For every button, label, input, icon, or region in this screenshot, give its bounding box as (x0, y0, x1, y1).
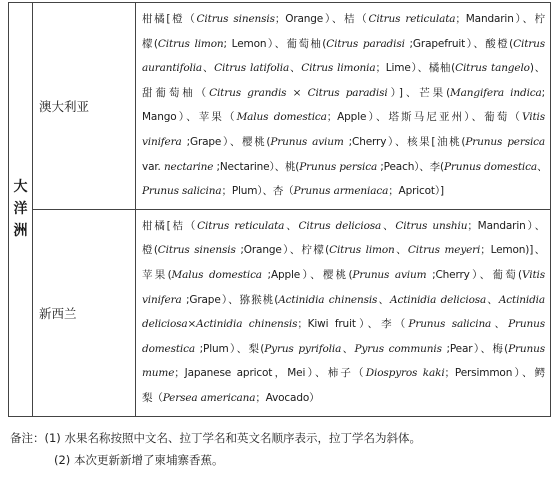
fruit-table (8, 2, 551, 417)
latin-name: Vitis (522, 268, 545, 281)
country-cell-australia: 澳大利亚 (33, 3, 136, 210)
fruits-cell-australia (136, 3, 551, 210)
latin-name: Citrus grandis × Citrus paradisi (209, 86, 388, 99)
latin-name: domestica (142, 342, 195, 355)
fruit-text-line: Prunus salicina；Plum）、杏（Prunus armeniaca；Apricot）] (142, 185, 444, 198)
latin-name: Pyrus communis (354, 342, 442, 355)
fruit-text-line: 柑橘[橙（Citrus sinensis；Orange）、桔（Citrus reticulata；Mandarin）、柠 (142, 13, 545, 25)
continent-char: 洋 (13, 201, 28, 218)
latin-name: Citrus paradisi (326, 37, 405, 50)
latin-name: Prunus armeniaca (293, 185, 389, 198)
note-line-2: (2) 本次更新新增了柬埔寨香蕉。 (54, 453, 224, 467)
latin-name: Citrus limon (329, 244, 395, 257)
latin-name: vinifera (142, 135, 182, 148)
fruit-text-line: vinifera ;Grape）、猕猴桃(Actinidia chinensis、Actinidia deliciosa、Actinidia (142, 293, 545, 306)
fruit-text-line: mume；Japanese apricot，Mei）、柿子（Diospyros kaki；Persimmon）、鳄 (142, 367, 546, 380)
latin-name: Citrus tangelo (455, 62, 530, 75)
latin-name: aurantifolia (142, 62, 203, 75)
continent-char: 大 (13, 179, 28, 196)
latin-name: Citrus reticulata (197, 219, 285, 232)
continent-cell (9, 3, 33, 417)
latin-name: Actinidia chinensis (278, 293, 378, 306)
fruit-text-line: domestica ;Plum）、梨(Pyrus pyrifolia、Pyrus communis ;Pear）、梅(Prunus (142, 342, 545, 355)
latin-name: Mangifera indica (450, 86, 542, 99)
latin-name: vinifera (142, 293, 182, 306)
fruit-text-line: 苹果(Malus domestica ;Apple）、樱桃(Prunus avium ;Cherry）、葡萄(Vitis (142, 268, 545, 281)
fruit-text-line: 甜葡萄柚（Citrus grandis × Citrus paradisi）]、芒果(Mangifera indica; (142, 86, 546, 99)
fruit-text-line: 檬(Citrus limon; Lemon）、葡萄柚(Citrus paradisi ;Grapefruit）、酸橙(Citrus (142, 37, 545, 50)
latin-name: nectarine (163, 160, 214, 173)
fruit-text-line: Mango）、苹果（Malus domestica；Apple）、塔斯马尼亚州）、葡萄（Vitis (142, 111, 545, 124)
latin-name: Prunus domestica (443, 160, 537, 173)
fruit-text-line: 梨（Persea americana；Avocado） (142, 391, 320, 404)
latin-name: Prunus persica (299, 160, 378, 173)
fruit-text-line: 橙(Citrus sinensis ;Orange）、柠檬(Citrus limon、Citrus meyeri；Lemon)]、 (142, 244, 545, 257)
fruits-cell-new-zealand (136, 209, 551, 416)
latin-name: Diospyros kaki (365, 367, 445, 380)
country-cell-new-zealand: 新西兰 (33, 209, 136, 416)
latin-name: Prunus (508, 342, 545, 355)
latin-name: Malus domestica (171, 268, 262, 281)
table-row (9, 209, 551, 416)
fruit-text-line: var. nectarine ;Nectarine）、桃(Prunus persica ;Peach）、李(Prunus domestica、 (142, 160, 548, 173)
latin-name: Citrus meyeri (407, 244, 481, 257)
fruit-text-line: 柑橘[桔（Citrus reticulata、Citrus deliciosa、Citrus unshiu；Mandarin）、 (142, 219, 545, 232)
fruit-text-line: vinifera ;Grape）、樱桃(Prunus avium ;Cherry）、核果[油桃(Prunus persica (142, 135, 546, 148)
latin-name: Citrus sinensis (157, 244, 236, 257)
latin-name: Persea americana (162, 391, 256, 404)
notes (10, 427, 421, 471)
note-line-1: 备注：(1) 水果名称按照中文名、拉丁学名和英文名顺序表示，拉丁学名为斜体。 (10, 431, 421, 445)
latin-name: Prunus avium (270, 135, 344, 148)
continent-char: 洲 (13, 223, 28, 240)
latin-name: Citrus limonia (301, 62, 376, 75)
latin-name: Citrus latifolia (214, 62, 290, 75)
latin-name: Citrus deliciosa (298, 219, 382, 232)
latin-name: Pyrus pyrifolia (264, 342, 342, 355)
latin-name: Prunus salicina (408, 318, 492, 331)
latin-name: Citrus (513, 37, 545, 50)
latin-name: Malus domestica (236, 111, 327, 124)
latin-name: Citrus sinensis (196, 13, 275, 25)
table-row (9, 3, 551, 210)
latin-name: Prunus persica (465, 135, 546, 148)
latin-name: mume (142, 367, 175, 380)
latin-name: Citrus reticulata (368, 13, 456, 25)
latin-name: Actinidia deliciosa (390, 293, 487, 306)
fruit-text-line: aurantifolia、Citrus latifolia、Citrus limonia；Lime）、橘柚(Citrus tangelo)、 (142, 62, 545, 75)
latin-name: Prunus (508, 318, 545, 331)
latin-name: Prunus salicina (142, 185, 222, 198)
latin-name: Actinidia (498, 293, 545, 306)
latin-name: deliciosa×Actinidia chinensis (142, 318, 298, 331)
latin-name: Citrus limon (157, 37, 224, 50)
latin-name: Vitis (522, 111, 545, 124)
latin-name: Citrus unshiu (395, 219, 468, 232)
fruit-text-line: deliciosa×Actinidia chinensis；Kiwi fruit）、李（Prunus salicina、Prunus (142, 318, 545, 331)
latin-name: Prunus avium (352, 268, 427, 281)
